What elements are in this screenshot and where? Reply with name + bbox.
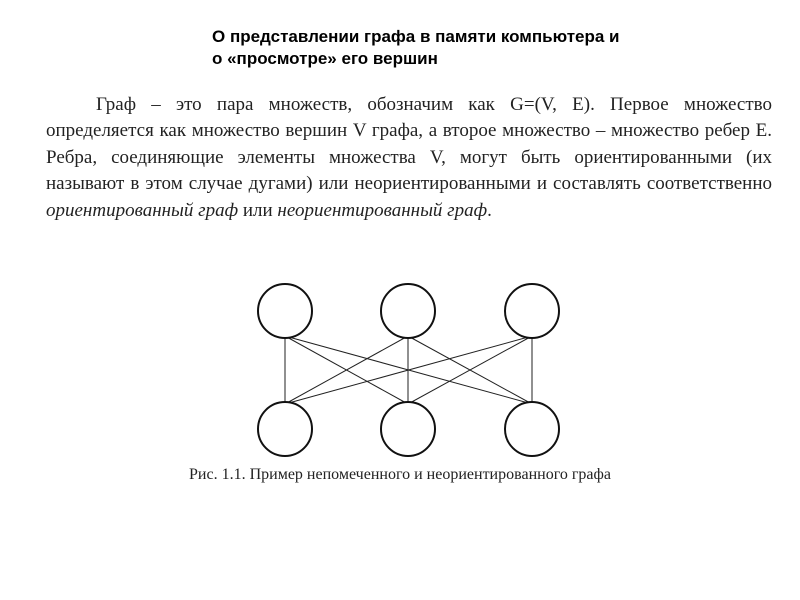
body-text-part-1: Граф – это пара множеств, обозначим как G=(V, E). Первое множество определяется как множество вершин V графа, а второе множество – множество ребер E. Ребра, соединяющие элементы множества V, могут быть ориентированными (их называют в этом случае дугами) или неориентированными и составлять соответственно [46, 94, 772, 195]
figure-caption: Рис. 1.1. Пример непомеченного и неориентированного графа [189, 466, 611, 483]
title-line-2: о «просмотре» его вершин [212, 49, 438, 68]
body-italic-undirected-graph: неориентированный граф [277, 199, 488, 221]
graph-vertex-u1 [258, 402, 312, 456]
graph-vertex-v2 [381, 284, 435, 338]
body-text-part-3: . [487, 199, 492, 221]
graph-vertex-v1 [258, 284, 312, 338]
title-line-1: О представлении графа в памяти компьютера и [212, 27, 620, 46]
graph-vertex-u3 [505, 402, 559, 456]
graph-vertex-u2 [381, 402, 435, 456]
graph-edges [285, 336, 532, 404]
body-text-part-2: или [238, 199, 278, 221]
body-italic-directed-graph: ориентированный граф [46, 199, 239, 221]
graph-vertex-v3 [505, 284, 559, 338]
